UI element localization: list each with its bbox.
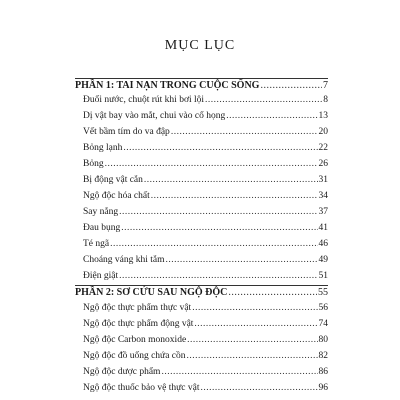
toc-page-number: 7 bbox=[323, 80, 328, 91]
page-title: MỤC LỤC bbox=[164, 38, 236, 53]
toc-entry[interactable] bbox=[75, 127, 328, 137]
dot-leader bbox=[166, 255, 318, 265]
toc-entry-title: Dị vật bay vào mắt, chui vào cổ họng bbox=[83, 111, 226, 121]
toc-page-number: 86 bbox=[318, 367, 328, 377]
toc-page-number: 82 bbox=[318, 351, 328, 361]
toc-part-heading[interactable] bbox=[75, 80, 328, 91]
toc-page-number: 8 bbox=[323, 95, 328, 105]
toc-page-number: 31 bbox=[318, 175, 328, 185]
toc-page-number: 74 bbox=[318, 319, 328, 329]
toc-entry-title: Đuối nước, chuột rút khi bơi lội bbox=[83, 95, 205, 105]
section-divider-1 bbox=[75, 78, 328, 79]
dot-leader bbox=[187, 351, 318, 361]
toc-part-heading[interactable] bbox=[75, 287, 328, 298]
toc-entry[interactable] bbox=[75, 95, 328, 105]
dot-leader bbox=[226, 111, 317, 121]
dot-leader bbox=[192, 303, 317, 313]
toc-page-number: 56 bbox=[318, 303, 328, 313]
dot-leader bbox=[121, 223, 317, 233]
toc-entry-title: PHẦN 1: TAI NẠN TRONG CUỘC SỐNG bbox=[75, 80, 260, 91]
dot-leader bbox=[119, 207, 317, 217]
toc-page-number: 34 bbox=[318, 191, 328, 201]
toc-entry[interactable] bbox=[75, 255, 328, 265]
dot-leader bbox=[187, 335, 317, 345]
dot-leader bbox=[194, 319, 317, 329]
toc-page-number: 51 bbox=[318, 271, 328, 281]
dot-leader bbox=[161, 367, 317, 377]
toc-entry[interactable] bbox=[75, 175, 328, 185]
toc-entry-title: Điện giật bbox=[83, 271, 119, 281]
toc-page-number: 22 bbox=[318, 143, 328, 153]
toc-entry-title: Say nắng bbox=[83, 207, 119, 217]
toc-entry-title: Vết bầm tím do va đập bbox=[83, 127, 170, 137]
toc-entry-title: Ngộ độc thực phẩm thực vật bbox=[83, 303, 192, 313]
toc-entry-title: Đau bụng bbox=[83, 223, 121, 233]
dot-leader bbox=[171, 127, 318, 137]
dot-leader bbox=[200, 383, 317, 393]
toc-page-number: 49 bbox=[318, 255, 328, 265]
toc-page-number: 13 bbox=[318, 111, 328, 121]
toc-page-number: 26 bbox=[318, 159, 328, 169]
toc-entry[interactable] bbox=[75, 223, 328, 233]
toc-page-number: 20 bbox=[318, 127, 328, 137]
toc-entry-title: Ngộ độc thuốc bảo vệ thực vật bbox=[83, 383, 200, 393]
toc-page-number: 46 bbox=[318, 239, 328, 249]
section-divider-2 bbox=[75, 285, 328, 286]
toc-entry[interactable] bbox=[75, 207, 328, 217]
toc-page-number: 37 bbox=[318, 207, 328, 217]
toc-page-number: 80 bbox=[318, 335, 328, 345]
dot-leader bbox=[205, 95, 322, 105]
dot-leader bbox=[228, 287, 317, 298]
toc-page-number: 96 bbox=[318, 383, 328, 393]
toc-entry[interactable] bbox=[75, 271, 328, 281]
toc-entry[interactable] bbox=[75, 383, 328, 393]
toc-entry-title: Bỏng bbox=[83, 159, 104, 169]
toc-entry-title: Ngộ độc Carbon monoxide bbox=[83, 335, 187, 345]
dot-leader bbox=[123, 143, 317, 153]
toc-entry[interactable] bbox=[75, 191, 328, 201]
toc-entry[interactable] bbox=[75, 143, 328, 153]
toc-entry[interactable] bbox=[75, 319, 328, 329]
toc-entry-title: Bỏng lạnh bbox=[83, 143, 123, 153]
dot-leader bbox=[260, 80, 322, 91]
toc-page-number: 41 bbox=[318, 223, 328, 233]
toc-entry-title: Choáng váng khi tắm bbox=[83, 255, 165, 265]
toc-entry-title: Ngộ độc hóa chất bbox=[83, 191, 150, 201]
toc-entry[interactable] bbox=[75, 303, 328, 313]
toc-entry-title: Té ngã bbox=[83, 239, 110, 249]
toc-entry[interactable] bbox=[75, 351, 328, 361]
toc-entry[interactable] bbox=[75, 159, 328, 169]
toc-entry-title: Ngộ độc dược phẩm bbox=[83, 367, 161, 377]
toc-entry-title: Bị động vật cắn bbox=[83, 175, 143, 185]
dot-leader bbox=[105, 159, 318, 169]
toc-entry[interactable] bbox=[75, 239, 328, 249]
dot-leader bbox=[119, 271, 317, 281]
toc-entry[interactable] bbox=[75, 335, 328, 345]
toc-page-number: 55 bbox=[318, 287, 328, 298]
dot-leader bbox=[151, 191, 318, 201]
toc-entry-title: Ngộ độc đồ uống chứa cồn bbox=[83, 351, 186, 361]
dot-leader bbox=[144, 175, 318, 185]
toc-entry-title: Ngộ độc thực phẩm động vật bbox=[83, 319, 194, 329]
toc-entry-title: PHẦN 2: SƠ CỨU SAU NGỘ ĐỘC bbox=[75, 287, 228, 298]
toc-entry[interactable] bbox=[75, 367, 328, 377]
dot-leader bbox=[110, 239, 317, 249]
toc-entry[interactable] bbox=[75, 111, 328, 121]
